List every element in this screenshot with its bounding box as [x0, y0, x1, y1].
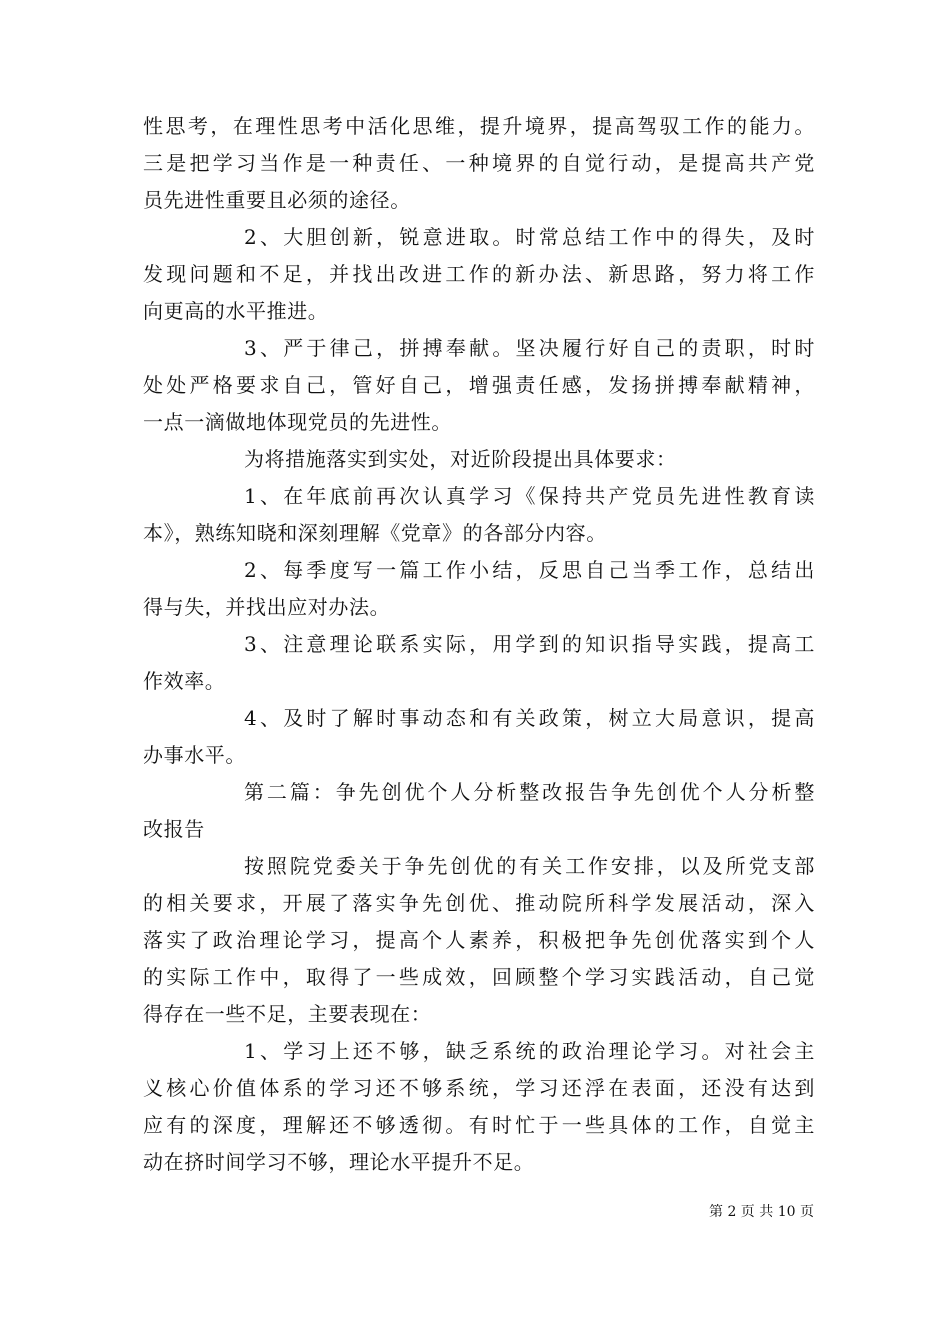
page-number: 第 2 页 共 10 页: [709, 1204, 814, 1220]
text-line: 1、在年底前再次认真学习《保持共产党员先进性教育读: [244, 484, 815, 508]
text-line: 4、及时了解时事动态和有关政策，树立大局意识，提高: [244, 706, 815, 730]
text-line: 应有的深度，理解还不够透彻。有时忙于一些具体的工作，自觉主: [143, 1113, 815, 1137]
text-line: 落实了政治理论学习，提高个人素养，积极把争先创优落实到个人: [143, 928, 815, 952]
text-line: 为将措施落实到实处，对近阶段提出具体要求：: [244, 447, 677, 471]
text-line: 1、学习上还不够，缺乏系统的政治理论学习。对社会主: [244, 1039, 815, 1063]
text-line: 按照院党委关于争先创优的有关工作安排，以及所党支部: [244, 854, 815, 878]
text-line: 本》，熟练知晓和深刻理解《党章》的各部分内容。: [143, 521, 607, 545]
text-line: 办事水平。: [143, 743, 246, 767]
text-line: 性思考，在理性思考中活化思维，提升境界，提高驾驭工作的能力。: [143, 114, 815, 138]
text-line: 得与失，并找出应对办法。: [143, 595, 391, 619]
text-line: 三是把学习当作是一种责任、一种境界的自觉行动，是提高共产党: [143, 151, 815, 175]
text-line: 2、大胆创新，锐意进取。时常总结工作中的得失，及时: [244, 225, 815, 249]
text-line: 员先进性重要且必须的途径。: [143, 188, 411, 212]
text-line: 第二篇：争先创优个人分析整改报告争先创优个人分析整: [244, 780, 815, 804]
text-line: 动在挤时间学习不够，理论水平提升不足。: [143, 1150, 535, 1174]
text-line: 一点一滴做地体现党员的先进性。: [143, 410, 452, 434]
text-line: 处处严格要求自己，管好自己，增强责任感，发扬拼搏奉献精神，: [143, 373, 815, 397]
text-line: 的实际工作中，取得了一些成效，回顾整个学习实践活动，自己觉: [143, 965, 815, 989]
text-line: 3、注意理论联系实际，用学到的知识指导实践，提高工: [244, 632, 815, 656]
text-line: 3、严于律己，拼搏奉献。坚决履行好自己的责职，时时: [244, 336, 815, 360]
text-line: 向更高的水平推进。: [143, 299, 329, 323]
text-line: 的相关要求，开展了落实争先创优、推动院所科学发展活动，深入: [143, 891, 815, 915]
text-line: 改报告: [143, 817, 205, 841]
text-line: 2、每季度写一篇工作小结，反思自己当季工作，总结出: [244, 558, 815, 582]
document-body: [143, 108, 815, 1181]
text-line: 发现问题和不足，并找出改进工作的新办法、新思路，努力将工作: [143, 262, 815, 286]
text-line: 义核心价值体系的学习还不够系统，学习还浮在表面，还没有达到: [143, 1076, 815, 1100]
text-line: 得存在一些不足，主要表现在：: [143, 1002, 432, 1026]
text-line: 作效率。: [143, 669, 226, 693]
